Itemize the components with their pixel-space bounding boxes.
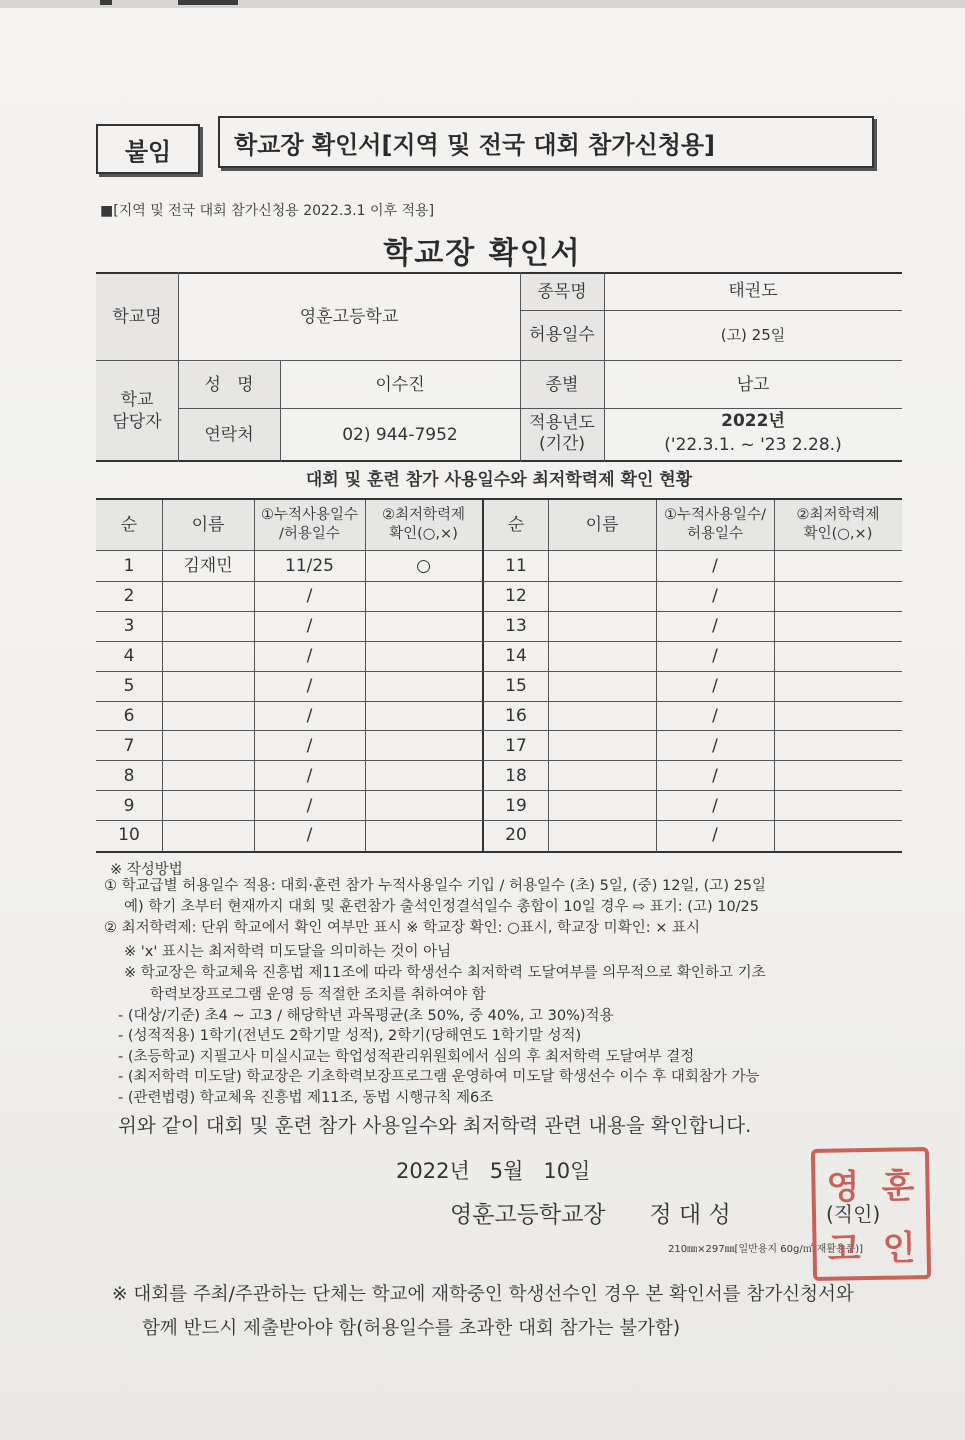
subtitle: ■[지역 및 전국 대회 참가신청용 2022.3.1 이후 적용] [100, 203, 435, 219]
contact-value: 02) 944-7952 [342, 424, 458, 445]
confirm-date: 2022년 5월 10일 [396, 1159, 591, 1183]
paper-spec: 210㎜×297㎜[일반용지 60g/㎡(재활용품)] [668, 1244, 864, 1255]
cell-check [365, 761, 482, 790]
note-line: ※ 작성방법 [110, 862, 183, 878]
cell-days: / [306, 705, 313, 726]
cell-check [774, 642, 902, 671]
allow-label: 허용일수 [529, 325, 595, 346]
note-line: 예) 학기 초부터 현재까지 대회 및 훈련참가 출석인정결석일수 총합이 10일 경우 ⇨ 표기: (고) 10/25 [124, 899, 760, 915]
note-line: - (성적적용) 1학기(전년도 2학기말 성적), 2학기(당해연도 1학기말 성적) [118, 1028, 582, 1044]
cell-check [365, 642, 482, 671]
cell-no: 16 [505, 705, 527, 726]
school-label: 학교명 [112, 306, 162, 327]
cell-days: 11/25 [285, 556, 334, 577]
col-check: ②최저학력제 확인(○,×) [381, 507, 466, 542]
col-days: ①누적사용일수 /허용일수 [260, 507, 359, 542]
cell-check [365, 821, 482, 850]
allow-value: (고) 25일 [720, 325, 786, 344]
cell-name [162, 761, 254, 790]
cell-days: / [306, 675, 313, 696]
cell-no: 20 [505, 825, 527, 846]
cell-days: / [712, 586, 718, 607]
cell-name [162, 672, 254, 701]
cell-check [365, 582, 482, 611]
col-check-2: ②최저학력제 확인(○,×) [796, 507, 880, 542]
cell-check [774, 821, 902, 850]
cell-check [774, 761, 902, 790]
footer-note-2: 함께 반드시 제출받아야 함(허용일수를 초과한 대회 참가는 불가함) [142, 1318, 681, 1339]
cell-check [774, 702, 902, 731]
cell-no: 15 [505, 675, 527, 696]
cell-name [548, 582, 656, 611]
cell-days: / [712, 616, 718, 637]
cell-no: 3 [123, 616, 135, 637]
year-label: 적용년도 (기간) [529, 412, 595, 454]
cell-days: / [712, 675, 718, 696]
cell-no: 9 [123, 795, 135, 816]
cell-check [365, 612, 482, 641]
cell-days: / [712, 765, 718, 786]
cell-no: 11 [505, 556, 527, 577]
cell-days: / [712, 825, 718, 846]
col-name: 이름 [191, 514, 225, 535]
cell-days: / [712, 735, 718, 756]
note-line: 학력보장프로그램 운영 등 적절한 조치를 취하여야 함 [150, 987, 486, 1003]
event-value: 태권도 [728, 280, 778, 301]
cell-days: / [306, 825, 313, 846]
note-line: - (초등학교) 지필고사 미실시교는 학업성적관리위원회에서 심의 후 최저학력 도달여부 결정 [118, 1049, 695, 1065]
cell-no: 19 [505, 795, 527, 816]
cell-name [162, 642, 254, 671]
col-no-2: 순 [507, 514, 525, 535]
footer-note-1: ※ 대회를 주최/주관하는 단체는 학교에 재학중인 학생선수인 경우 본 확인서를 참가신청서와 [112, 1284, 854, 1305]
cell-days: / [306, 616, 313, 637]
note-line: ② 최저학력제: 단위 학교에서 확인 여부만 표시 ※ 학교장 확인: ○표시, 학교장 미확인: × 표시 [104, 920, 700, 936]
cell-no: 6 [123, 705, 135, 726]
principal-name: 영훈고등학교장 정 대 성 [450, 1202, 731, 1228]
cell-name [548, 612, 656, 641]
cell-name: 김재민 [183, 556, 233, 577]
col-name-2: 이름 [585, 514, 619, 535]
cell-name [548, 642, 656, 671]
cell-check [774, 672, 902, 701]
cell-days: / [712, 646, 718, 667]
cell-check: ○ [416, 556, 431, 577]
cell-no: 13 [505, 616, 527, 637]
cell-name [162, 791, 254, 820]
note-line: - (최저학력 미도달) 학교장은 기초학력보장프로그램 운영하여 미도달 학생선수 이수 후 대회참가 가능 [118, 1069, 760, 1085]
cell-check [774, 582, 902, 611]
cell-name [548, 702, 656, 731]
cell-days: / [306, 586, 313, 607]
seal-label: (직인) [826, 1202, 881, 1226]
confirm-statement: 위와 같이 대회 및 훈련 참가 사용일수와 최저학력 관련 내용을 확인합니다. [118, 1114, 752, 1137]
cell-no: 7 [123, 735, 135, 756]
cell-name [548, 761, 656, 790]
name-value: 이수진 [375, 374, 425, 395]
cell-check [774, 791, 902, 820]
note-line: - (관련법령) 학교체육 진흥법 제11조, 동법 시행규칙 제6조 [118, 1090, 494, 1106]
cell-days: / [712, 795, 718, 816]
cell-no: 18 [505, 765, 527, 786]
cell-check [365, 702, 482, 731]
status-heading: 대회 및 훈련 참가 사용일수와 최저학력제 확인 현황 [305, 469, 693, 490]
manager-label: 학교 담당자 [112, 389, 162, 432]
note-line: ※ 학교장은 학교체육 진흥법 제11조에 따라 학생선수 최저학력 도달여부를 의무적으로 확인하고 기초 [124, 965, 766, 981]
year-value: 2022년 [721, 410, 785, 431]
cell-name [162, 582, 254, 611]
cell-no: 14 [505, 646, 527, 667]
cell-check [365, 731, 482, 760]
gender-label: 종별 [545, 374, 579, 395]
note-line: ① 학교급별 허용일수 적용: 대회·훈련 참가 누적사용일수 기입 / 허용일수 (초) 5일, (중) 12일, (고) 25일 [104, 878, 767, 894]
contact-label: 연락처 [204, 424, 254, 445]
top-edge [0, 0, 965, 8]
cell-no: 5 [123, 675, 135, 696]
cell-check [774, 612, 902, 641]
cell-name [162, 731, 254, 760]
note-line: ※ 'x' 표시는 최저학력 미도달을 의미하는 것이 아님 [124, 944, 452, 960]
gender-value: 남고 [736, 374, 770, 395]
cell-check [774, 552, 902, 581]
cell-days: / [712, 705, 718, 726]
note-line: - (대상/기준) 초4 ~ 고3 / 해당학년 과목평균(초 50%, 중 40%, 고 30%)적용 [118, 1008, 614, 1024]
cell-check [365, 791, 482, 820]
cell-name [548, 731, 656, 760]
event-label: 종목명 [537, 281, 587, 302]
cell-days: / [306, 735, 313, 756]
main-title: 학교장 확인서[지역 및 전국 대회 참가신청용] [218, 116, 874, 168]
cell-name [548, 672, 656, 701]
col-no: 순 [120, 514, 138, 535]
cell-check [774, 731, 902, 760]
cell-check [365, 672, 482, 701]
cell-name [162, 702, 254, 731]
cell-days: / [712, 556, 718, 577]
cell-no: 4 [123, 646, 135, 667]
cell-name [548, 552, 656, 581]
cell-name [162, 612, 254, 641]
cell-no: 1 [123, 556, 135, 577]
col-days-2: ①누적사용일수/ 허용일수 [664, 507, 766, 542]
school-seal: 영 훈 고 인 [811, 1147, 931, 1281]
cell-days: / [306, 795, 313, 816]
cell-no: 2 [123, 586, 135, 607]
attachment-label: 붙임 [96, 124, 200, 174]
cell-name [162, 821, 254, 850]
cell-no: 10 [118, 825, 140, 846]
cell-name [548, 791, 656, 820]
cell-no: 8 [123, 765, 135, 786]
period-value: ('22.3.1. ~ '23 2.28.) [664, 434, 842, 455]
cell-no: 12 [505, 586, 527, 607]
cell-no: 17 [505, 735, 527, 756]
cell-days: / [306, 765, 313, 786]
school-value: 영훈고등학교 [299, 306, 399, 327]
cell-name [548, 821, 656, 850]
cell-days: / [306, 646, 313, 667]
name-label: 성 명 [204, 374, 254, 395]
document-title: 학교장 확인서 [383, 236, 582, 271]
